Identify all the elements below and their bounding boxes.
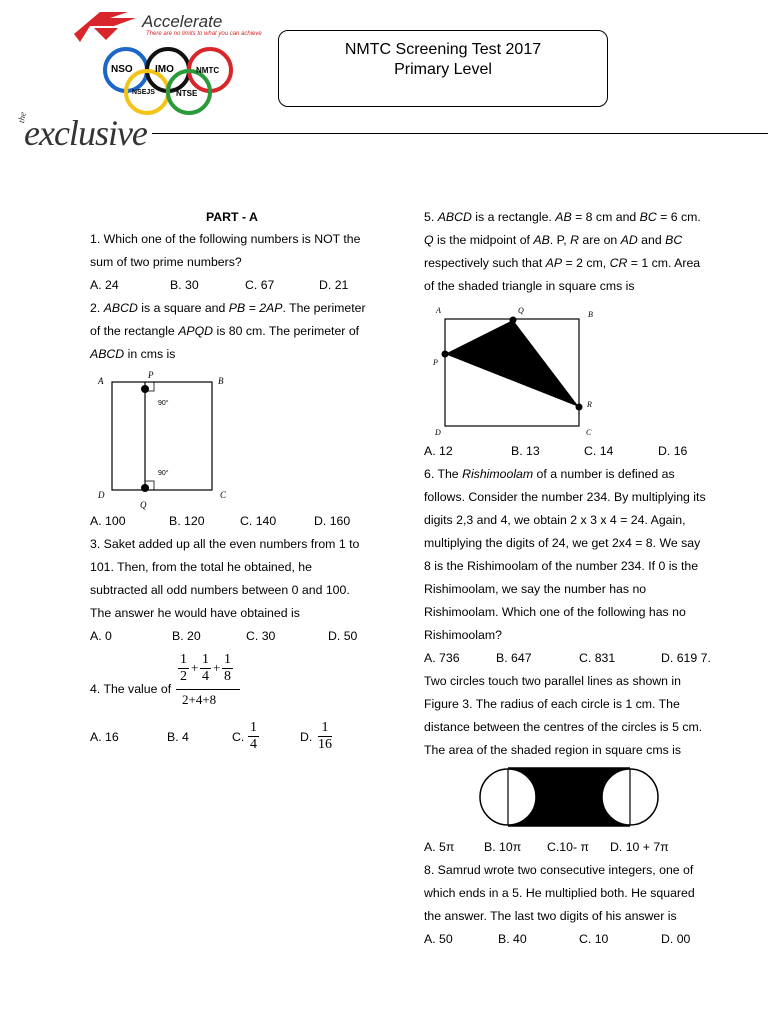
q3-line4: The answer he would have obtained is xyxy=(90,606,300,620)
q4-d-num: 1 xyxy=(318,720,332,737)
q6-line4: multiplying the digits of 24, we get 2x4 = 8. We say xyxy=(424,536,701,550)
q7-option-d: D. 10 + 7π xyxy=(610,840,669,854)
brand-name: Accelerate xyxy=(142,12,223,31)
q2-apqd: APQD xyxy=(178,324,214,338)
q3-option-a: A. 0 xyxy=(90,629,112,643)
q4-frac-3 xyxy=(222,652,233,685)
q3-option-d: D. 50 xyxy=(328,629,358,643)
fig5-label-r: R xyxy=(587,400,592,409)
q5-line1 xyxy=(424,210,701,224)
q5-bc2: BC xyxy=(665,233,683,247)
test-level: Primary Level xyxy=(394,61,492,78)
q1-option-d: D. 21 xyxy=(319,278,349,292)
q2-option-b: B. 120 xyxy=(169,514,205,528)
fig2-label-b: B xyxy=(218,376,224,386)
fig5-label-p: P xyxy=(433,358,438,367)
q2-pb: PB = 2AP xyxy=(228,301,283,315)
q2-line1 xyxy=(90,301,366,315)
q2-option-d: D. 160 xyxy=(314,514,351,528)
q6-option-d: D. 619 7. xyxy=(661,651,711,665)
q5-option-c: C. 14 xyxy=(584,444,614,458)
q7-option-a: A. 5π xyxy=(424,840,455,854)
fig2-label-ang1: 90° xyxy=(158,400,169,407)
q5-option-b: B. 13 xyxy=(511,444,540,458)
q3-line3: subtracted all odd numbers between 0 and 100. xyxy=(90,583,350,597)
banner-rule xyxy=(152,133,768,134)
q5-figure xyxy=(428,304,608,444)
q6-option-b: B. 647 xyxy=(496,651,532,665)
q4-frac-2-num: 1 xyxy=(202,652,209,667)
q5-t6: are on xyxy=(578,233,621,247)
q5-ap: AP xyxy=(545,256,563,270)
q4-d-den: 16 xyxy=(318,737,332,752)
q7-option-c: C.10- π xyxy=(547,840,589,854)
q4-option-a: A. 16 xyxy=(90,730,119,744)
q2-abcd: ABCD xyxy=(103,301,138,315)
q4-frac-1-num: 1 xyxy=(180,652,187,667)
q5-t1: is a rectangle. xyxy=(471,210,556,224)
q4-option-c: C. xyxy=(232,730,245,744)
q7-option-b: B. 10π xyxy=(484,840,522,854)
q5-ab: AB xyxy=(555,210,572,224)
q2-option-a: A. 100 xyxy=(90,514,126,528)
q8-line3: the answer. The last two digits of his answer is xyxy=(424,909,677,923)
q5-option-d: D. 16 xyxy=(658,444,688,458)
q5-t4: is the midpoint of xyxy=(433,233,534,247)
q4-frac-2-den: 4 xyxy=(202,669,209,684)
q4-c-den: 4 xyxy=(250,737,257,752)
q4-label: 4. The value of xyxy=(90,682,172,696)
fig5-label-d: D xyxy=(435,428,441,437)
q2-line2 xyxy=(90,324,359,338)
q6-t2: of a number is defined as xyxy=(533,467,675,481)
fig5-label-c: C xyxy=(586,428,592,437)
banner-word: exclusive xyxy=(24,113,147,153)
q4-option-d: D. xyxy=(300,730,313,744)
logo xyxy=(60,4,260,114)
q3-line2: 101. Then, from the total he obtained, he xyxy=(90,560,312,574)
q3-line1: 3. Saket added up all the even numbers from 1 to xyxy=(90,537,360,551)
q2-figure xyxy=(92,370,242,512)
q5-option-a: A. 12 xyxy=(424,444,453,458)
q2-option-c: C. 140 xyxy=(240,514,277,528)
q4-options xyxy=(90,720,378,764)
test-title-box xyxy=(278,30,608,107)
q5-t3: = 6 cm. xyxy=(656,210,701,224)
rectangle-triangle-diagram xyxy=(428,304,608,444)
q6-line8: Rishimoolam? xyxy=(424,628,502,642)
q8-option-c: C. 10 xyxy=(579,932,609,946)
q4-option-c-frac xyxy=(248,720,259,753)
q4-numerator xyxy=(178,652,240,686)
q1-option-c: C. 67 xyxy=(245,278,275,292)
part-heading: PART - A xyxy=(206,210,258,224)
q4-c-num: 1 xyxy=(250,720,257,735)
q4-option-b: B. 4 xyxy=(167,730,189,744)
q7-line2: Figure 3. The radius of each circle is 1 cm. The xyxy=(424,697,680,711)
q3-option-c: C. 30 xyxy=(246,629,276,643)
circles-diagram xyxy=(478,766,660,828)
q4-frac-1 xyxy=(178,652,189,685)
q2-abcd2: ABCD xyxy=(90,347,125,361)
q2-text: is a square and xyxy=(137,301,229,315)
q1-line1: 1. Which one of the following numbers is NOT the xyxy=(90,232,361,246)
q6-option-a: A. 736 xyxy=(424,651,460,665)
q6-line1 xyxy=(424,467,675,481)
q7-line3: distance between the centres of the circles is 5 cm. xyxy=(424,720,703,734)
q4-frac-3-num: 1 xyxy=(224,652,231,667)
ring-label-nmtc: NMTC xyxy=(196,66,220,75)
q4-frac-1-den: 2 xyxy=(180,669,187,684)
q2-line3 xyxy=(90,347,175,361)
q6-t1: 6. The xyxy=(424,467,463,481)
fig2-label-d: D xyxy=(98,490,105,500)
fig5-label-q: Q xyxy=(518,306,524,315)
q6-rishimoolam: Rishimoolam xyxy=(462,467,534,481)
q5-ad: AD xyxy=(620,233,638,247)
fig5-label-b: B xyxy=(588,310,593,319)
q6-option-c: C. 831 xyxy=(579,651,616,665)
brand-tagline: There are no limits to what you can achieve xyxy=(146,31,262,37)
ring-label-nsejs: NSEJS xyxy=(132,89,155,96)
q2-text5: in cms is xyxy=(124,347,176,361)
q5-t5: . P, xyxy=(549,233,571,247)
q8-option-d: D. 00 xyxy=(661,932,691,946)
q1-line2: sum of two prime numbers? xyxy=(90,255,242,269)
q5-t10: = 1 cm. Area xyxy=(627,256,701,270)
q8-line2: which ends in a 5. He multiplied both. He squared xyxy=(424,886,695,900)
banner-small-word: the xyxy=(16,111,28,124)
q7-line4: The area of the shaded region in square cms is xyxy=(424,743,682,757)
q5-line2 xyxy=(424,233,682,247)
q4-plus-2: + xyxy=(213,660,221,675)
q5-t7: and xyxy=(637,233,666,247)
q2-text2: . The perimeter xyxy=(282,301,366,315)
q5-q: Q xyxy=(424,233,434,247)
q6-line2: follows. Consider the number 234. By multiplying its xyxy=(424,490,706,504)
q4-frac-2 xyxy=(200,652,211,685)
fig2-label-q: Q xyxy=(140,500,147,510)
fig2-label-ang2: 90° xyxy=(158,470,169,477)
q8-line1: 8. Samrud wrote two consecutive integers, one of xyxy=(424,863,694,877)
q5-r: R xyxy=(570,233,579,247)
q1-option-b: B. 30 xyxy=(170,278,199,292)
q4-denominator: 2+4+8 xyxy=(182,692,217,707)
q5-cr: CR xyxy=(609,256,628,270)
q5-t9: = 2 cm, xyxy=(562,256,610,270)
q6-line6: Rishimoolam, we say the number has no xyxy=(424,582,647,596)
q4-option-d-frac xyxy=(318,720,332,753)
q5-num: 5. xyxy=(424,210,438,224)
q7-line1: Two circles touch two parallel lines as shown in xyxy=(424,674,681,688)
q2-text4: is 80 cm. The perimeter of xyxy=(213,324,360,338)
q4-frac-3-den: 8 xyxy=(224,669,231,684)
q8-option-b: B. 40 xyxy=(498,932,527,946)
fig5-label-a: A xyxy=(436,306,441,315)
q5-t8: respectively such that xyxy=(424,256,546,270)
q4-plus-1: + xyxy=(191,660,199,675)
q5-line4: of the shaded triangle in square cms is xyxy=(424,279,635,293)
fig2-label-c: C xyxy=(220,490,227,500)
olympiad-rings-icon xyxy=(100,38,250,118)
fig2-label-a: A xyxy=(98,376,104,386)
q4-main-bar xyxy=(176,689,240,690)
q5-ab2: AB xyxy=(533,233,550,247)
q4-expression xyxy=(176,652,242,712)
ring-label-ntse: NTSE xyxy=(176,89,198,98)
q3-option-b: B. 20 xyxy=(172,629,201,643)
q5-bc: BC xyxy=(639,210,657,224)
q5-abcd: ABCD xyxy=(437,210,472,224)
q6-line3: digits 2,3 and 4, we obtain 2 x 3 x 4 = 24. Again, xyxy=(424,513,686,527)
q5-t2: = 8 cm and xyxy=(571,210,640,224)
fig2-label-p: P xyxy=(148,370,154,380)
q1-option-a: A. 24 xyxy=(90,278,119,292)
q5-line3 xyxy=(424,256,700,270)
ring-label-imo: IMO xyxy=(155,64,174,75)
ring-label-nso: NSO xyxy=(111,64,133,75)
q6-line7: Rishimoolam. Which one of the following has no xyxy=(424,605,686,619)
q6-line5: 8 is the Rishimoolam of the number 234. If 0 is the xyxy=(424,559,699,573)
q2-num: 2. xyxy=(90,301,104,315)
q8-option-a: A. 50 xyxy=(424,932,453,946)
test-title: NMTC Screening Test 2017 xyxy=(344,41,542,58)
q2-text3: of the rectangle xyxy=(90,324,179,338)
